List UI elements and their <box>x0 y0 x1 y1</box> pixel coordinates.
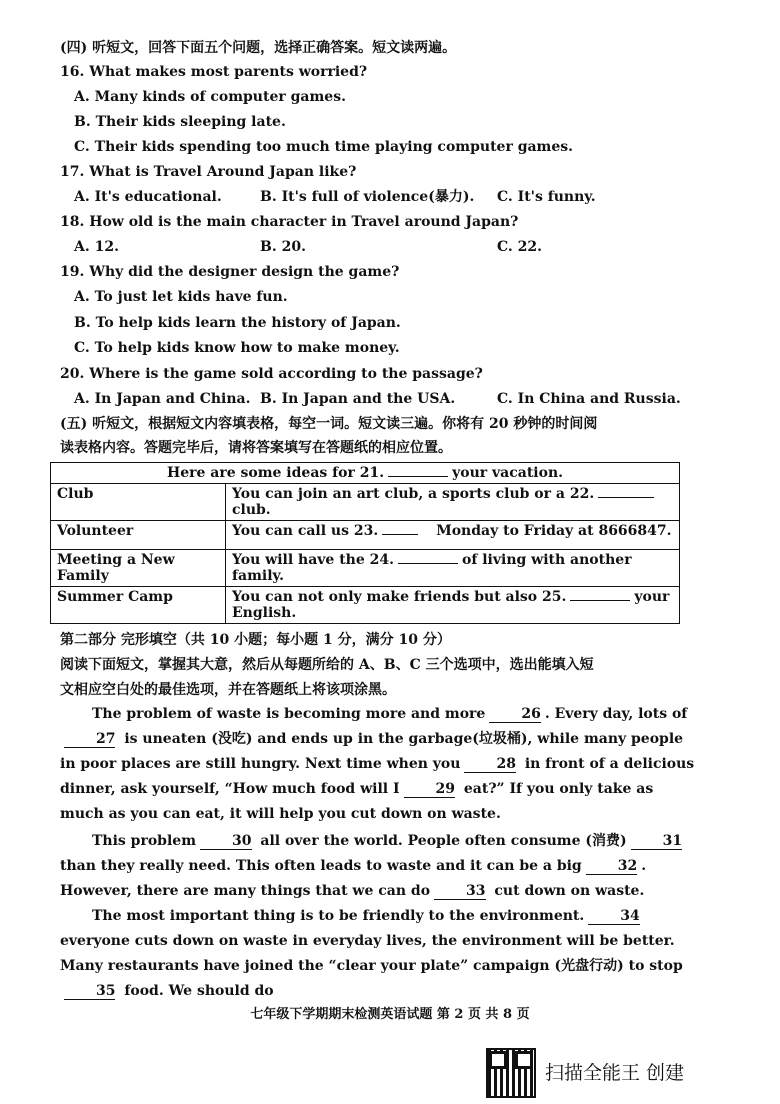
blank-29[interactable]: 29 <box>404 781 455 798</box>
p2-text-3: than they really need. This often leads to waste and it can be a big <box>60 858 582 874</box>
part2-title: 第二部分 完形填空（共 10 小题；每小题 1 分，满分 10 分） <box>60 632 451 648</box>
blank-28[interactable]: 28 <box>464 756 515 773</box>
q19-option-b: B. To help kids learn the history of Japan. <box>74 315 401 331</box>
cloze-paragraph-3 <box>60 904 700 1004</box>
p1-text-5: eat?” If you only take as much as you can eat, it will help you cut down on waste. <box>60 781 654 822</box>
blank-24[interactable] <box>398 563 458 564</box>
q20-option-b: B. In Japan and the USA. <box>260 391 456 407</box>
vacation-ideas-table <box>50 462 680 624</box>
p1-text-1: The problem of waste is becoming more and more <box>92 706 486 722</box>
row-label-club: Club <box>51 484 226 521</box>
row-text-post: club. <box>232 502 271 518</box>
q16-stem: 16. What makes most parents worried? <box>60 64 368 80</box>
p1-text-2: . Every day, lots of <box>544 706 688 722</box>
row-text-post: Monday to Friday at 8666847. <box>436 523 672 539</box>
blank-34[interactable]: 34 <box>588 908 639 925</box>
qr-code-icon <box>486 1048 536 1098</box>
q20-stem: 20. Where is the game sold according to the passage? <box>60 366 483 382</box>
blank-26[interactable]: 26 <box>489 706 540 723</box>
part2-instruction-line1: 阅读下面短文，掌握其大意，然后从每题所给的 A、B、C 三个选项中，选出能填入短 <box>60 657 594 673</box>
blank-33[interactable]: 33 <box>434 883 485 900</box>
row-label-volunteer: Volunteer <box>51 521 226 550</box>
p2-text-5: cut down on waste. <box>494 883 645 899</box>
header-text-post: your vacation. <box>452 465 564 481</box>
page-footer: 七年级下学期期末检测英语试题 第 2 页 共 8 页 <box>250 1007 530 1022</box>
row-text-post: your English. <box>232 589 670 621</box>
row-text-post: of living with another family. <box>232 552 632 584</box>
blank-25[interactable] <box>570 600 630 601</box>
row-text-pre: You will have the 24. <box>232 552 394 568</box>
row-text-club <box>226 484 680 521</box>
cloze-paragraph-2 <box>60 829 700 904</box>
row-text-volunteer <box>226 521 680 550</box>
q17-option-b: B. It's full of violence(暴力). <box>260 189 475 205</box>
section5-title-line2: 读表格内容。答题完毕后，请将答案填写在答题纸的相应位置。 <box>60 440 452 456</box>
p2-text-4: . However, there are many things that we can do <box>60 858 647 899</box>
table-header-row <box>51 463 680 484</box>
blank-23[interactable] <box>382 534 418 535</box>
section4-title: (四) 听短文，回答下面五个问题，选择正确答案。短文读两遍。 <box>60 40 457 56</box>
p3-text-3: food. We should do <box>124 983 274 999</box>
q18-option-c: C. 22. <box>497 239 543 255</box>
row-text-pre: You can not only make friends but also 25. <box>232 589 567 605</box>
p3-text-2: everyone cuts down on waste in everyday lives, the environment will be better. Many restaurants have joined the “clear your plate” campaign (光盘行动) to stop <box>60 933 683 974</box>
blank-21[interactable] <box>388 476 448 477</box>
q16-option-c: C. Their kids spending too much time playing computer games. <box>74 139 574 155</box>
table-row <box>51 521 680 550</box>
q16-option-b: B. Their kids sleeping late. <box>74 114 286 130</box>
q19-option-c: C. To help kids know how to make money. <box>74 340 400 356</box>
blank-35[interactable]: 35 <box>64 983 115 1000</box>
q19-stem: 19. Why did the designer design the game? <box>60 264 400 280</box>
blank-31[interactable]: 31 <box>631 833 682 850</box>
blank-32[interactable]: 32 <box>586 858 637 875</box>
row-text-pre: You can call us 23. <box>232 523 379 539</box>
part2-instruction-line2: 文相应空白处的最佳选项，并在答题纸上将该项涂黑。 <box>60 682 396 698</box>
p2-text-1: This problem <box>92 833 197 849</box>
q18-option-a: A. 12. <box>74 239 119 255</box>
p3-text-1: The most important thing is to be friendly to the environment. <box>92 908 585 924</box>
blank-27[interactable]: 27 <box>64 731 115 748</box>
table-row <box>51 587 680 624</box>
header-text-pre: Here are some ideas for 21. <box>166 465 385 481</box>
row-label-summer-camp: Summer Camp <box>51 587 226 624</box>
blank-22[interactable] <box>598 497 654 498</box>
row-text-pre: You can join an art club, a sports club or a 22. <box>232 486 595 502</box>
table-row <box>51 550 680 587</box>
p1-text-4: in front of a delicious dinner, ask yourself, “How much food will I <box>60 756 695 797</box>
table-header-cell <box>51 463 680 484</box>
row-text-meeting-family <box>226 550 680 587</box>
q18-stem: 18. How old is the main character in Travel around Japan? <box>60 214 519 230</box>
table-row <box>51 484 680 521</box>
q19-option-a: A. To just let kids have fun. <box>74 289 288 305</box>
row-label-meeting-family: Meeting a New Family <box>51 550 226 587</box>
q20-option-a: A. In Japan and China. <box>74 391 251 407</box>
row-text-summer-camp <box>226 587 680 624</box>
q16-option-a: A. Many kinds of computer games. <box>74 89 346 105</box>
q20-option-c: C. In China and Russia. <box>497 391 681 407</box>
blank-30[interactable]: 30 <box>200 833 251 850</box>
q18-option-b: B. 20. <box>260 239 306 255</box>
p2-text-2: all over the world. People often consume (消费) <box>260 833 627 849</box>
section5-title-line1: (五) 听短文，根据短文内容填表格，每空一词。短文读三遍。你将有 20 秒钟的时间阅 <box>60 416 598 432</box>
q17-option-c: C. It's funny. <box>497 189 596 205</box>
scanner-watermark: 扫描全能王 创建 <box>545 1062 685 1084</box>
q17-option-a: A. It's educational. <box>74 189 222 205</box>
cloze-paragraph-1 <box>60 702 700 827</box>
p1-text-3: is uneaten (没吃) and ends up in the garbage(垃圾桶), while many people in poor places are still hungry. Next time when you <box>60 731 684 772</box>
q17-stem: 17. What is Travel Around Japan like? <box>60 164 357 180</box>
